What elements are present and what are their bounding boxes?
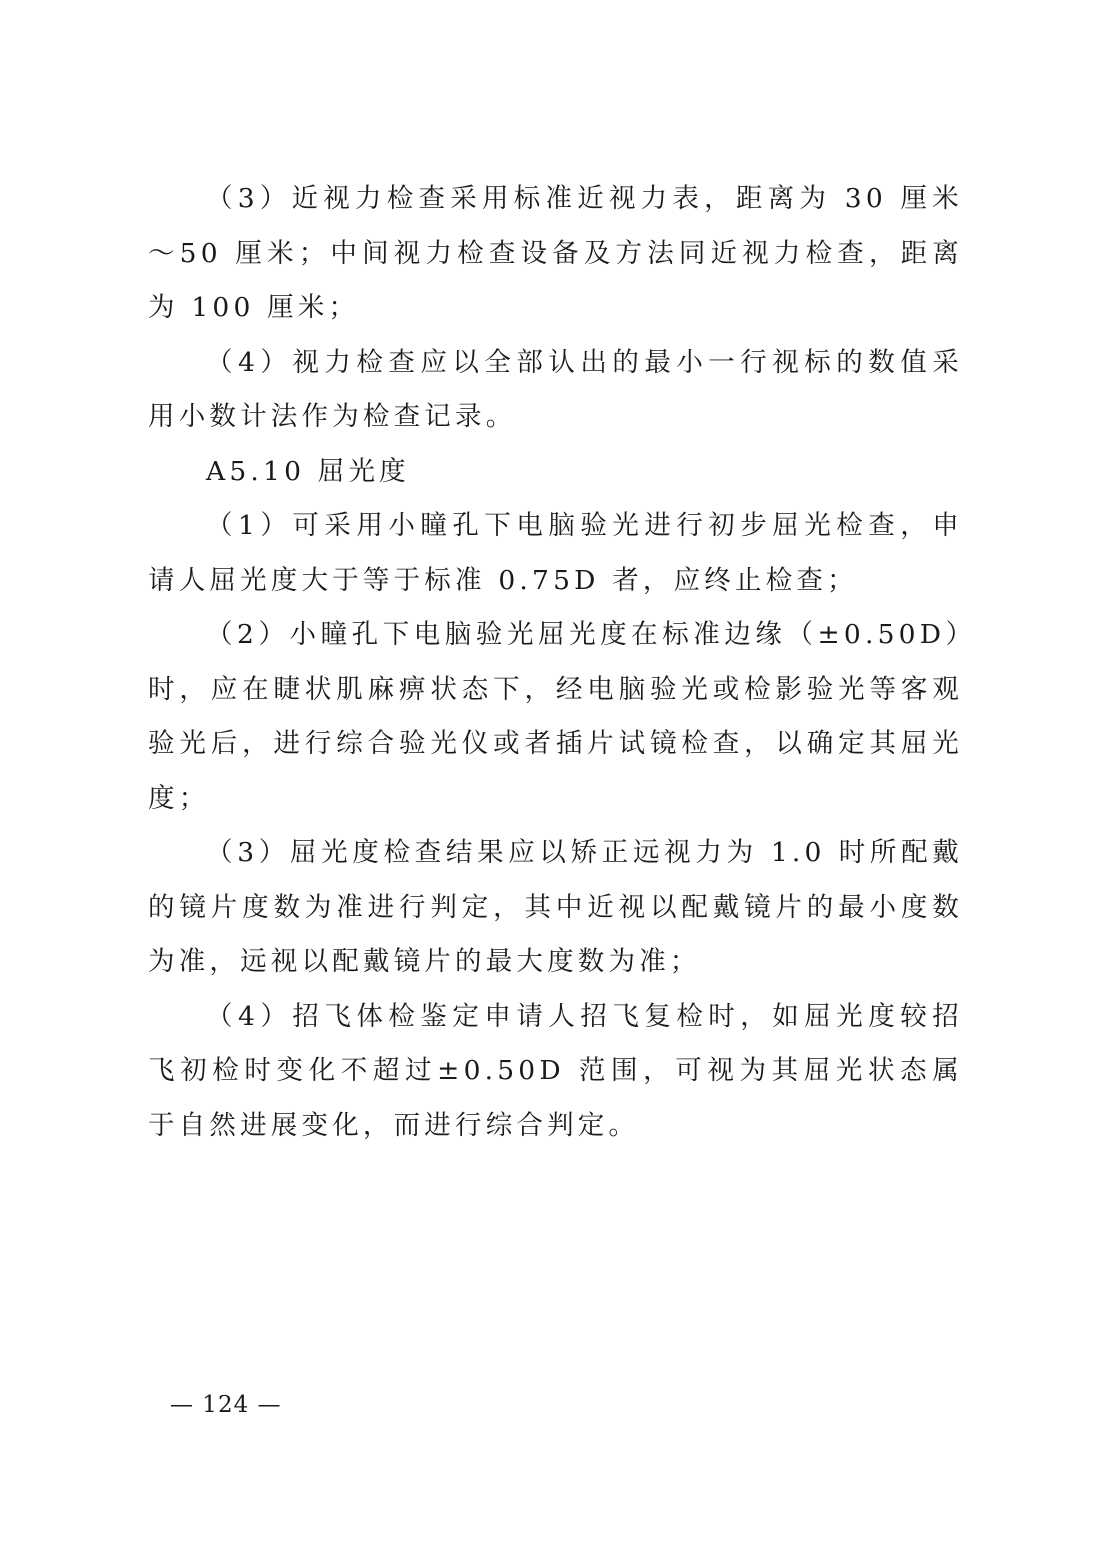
section-heading-refraction: A5.10 屈光度 bbox=[206, 455, 410, 487]
page-number: — 124 — bbox=[170, 1392, 282, 1418]
paragraph-near-vision: （3）近视力检查采用标准近视力表，距离为 30 厘米～50 厘米；中间视力检查设备及方法同近视力检查，距离为 100 厘米； bbox=[148, 183, 963, 323]
paragraph-refraction-4: （4）招飞体检鉴定申请人招飞复检时，如屈光度较招飞初检时变化不超过±0.50D 范围，可视为其屈光状态属于自然进展变化，而进行综合判定。 bbox=[148, 1000, 963, 1141]
paragraph-vision-record: （4）视力检查应以全部认出的最小一行视标的数值采用小数计法作为检查记录。 bbox=[148, 346, 963, 432]
paragraph-refraction-1: （1）可采用小瞳孔下电脑验光进行初步屈光检查，申请人屈光度大于等于标准 0.75D 者，应终止检查； bbox=[148, 510, 963, 596]
body-text bbox=[148, 172, 963, 1153]
paragraph-refraction-3: （3）屈光度检查结果应以矫正远视力为 1.0 时所配戴的镜片度数为准进行判定，其中近视以配戴镜片的最小度数为准，远视以配戴镜片的最大度数为准； bbox=[148, 837, 963, 977]
paragraph-refraction-2: （2）小瞳孔下电脑验光屈光度在标准边缘（±0.50D）时，应在睫状肌麻痹状态下，经电脑验光或检影验光等客观验光后，进行综合验光仪或者插片试镜检查，以确定其屈光度； bbox=[148, 619, 963, 814]
